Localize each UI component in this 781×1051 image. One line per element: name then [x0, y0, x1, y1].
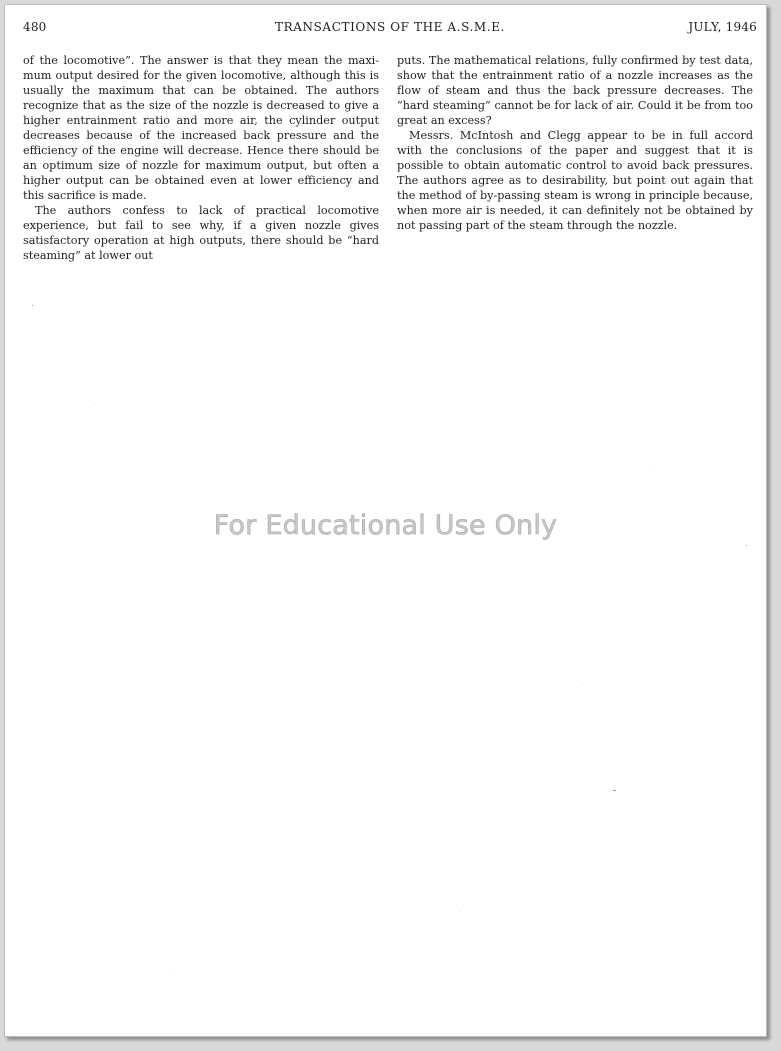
document-page	[4, 4, 767, 1037]
scan-speck	[653, 467, 654, 468]
scan-speck	[95, 403, 96, 404]
scan-speck	[32, 305, 33, 306]
right-paragraph-1: puts. The mathematical relations, fully confirmed by test data, show that the entrainment ratio of a nozzle increases as the flow of steam and thus the back pressure decreases. The “hard steaming” cannot be for lack of air. Could it be from too great an excess?	[397, 54, 753, 127]
scan-speck	[583, 683, 584, 684]
left-column	[23, 53, 379, 263]
scan-speck	[746, 545, 747, 546]
scan-speck	[170, 973, 171, 974]
right-column	[397, 53, 753, 233]
scan-speck	[459, 911, 460, 912]
scan-speck	[613, 790, 616, 791]
running-header	[23, 20, 757, 36]
left-paragraph-2: The authors confess to lack of practical locomotive experience, but fail to see why, if a given nozzle gives satisfactory operation at high outputs, there should be “hard steaming” at lower out	[23, 204, 379, 262]
page-number: 480	[23, 20, 47, 34]
issue-date: JULY, 1946	[688, 20, 757, 34]
left-paragraph-1: of the locomotive”. The answer is that they mean the maximum output desired for the given locomotive, although this is usually the maximum that can be obtained. The authors recognize that as the size of the nozzle is decreased to give a higher entrainment ratio and more air, the cylinder output decreases because of the increased back pressure and the efficiency of the engine will decrease. Hence there should be an optimum size of nozzle for maximum output, but often a higher output can be obtained even at lower efficiency and this sacrifice is made.	[23, 54, 379, 202]
journal-title: TRANSACTIONS OF THE A.S.M.E.	[275, 20, 505, 34]
right-paragraph-2: Messrs. McIntosh and Clegg appear to be in full accord with the conclusions of the paper and suggest that it is possible to obtain automatic control to avoid back pressures. The authors agree as to desirability, but point out again that the method of by-passing steam is wrong in principle because, when more air is needed, it can definitely not be obtained by not passing part of the steam through the nozzle.	[397, 129, 753, 232]
watermark-text: For Educational Use Only	[213, 510, 558, 541]
